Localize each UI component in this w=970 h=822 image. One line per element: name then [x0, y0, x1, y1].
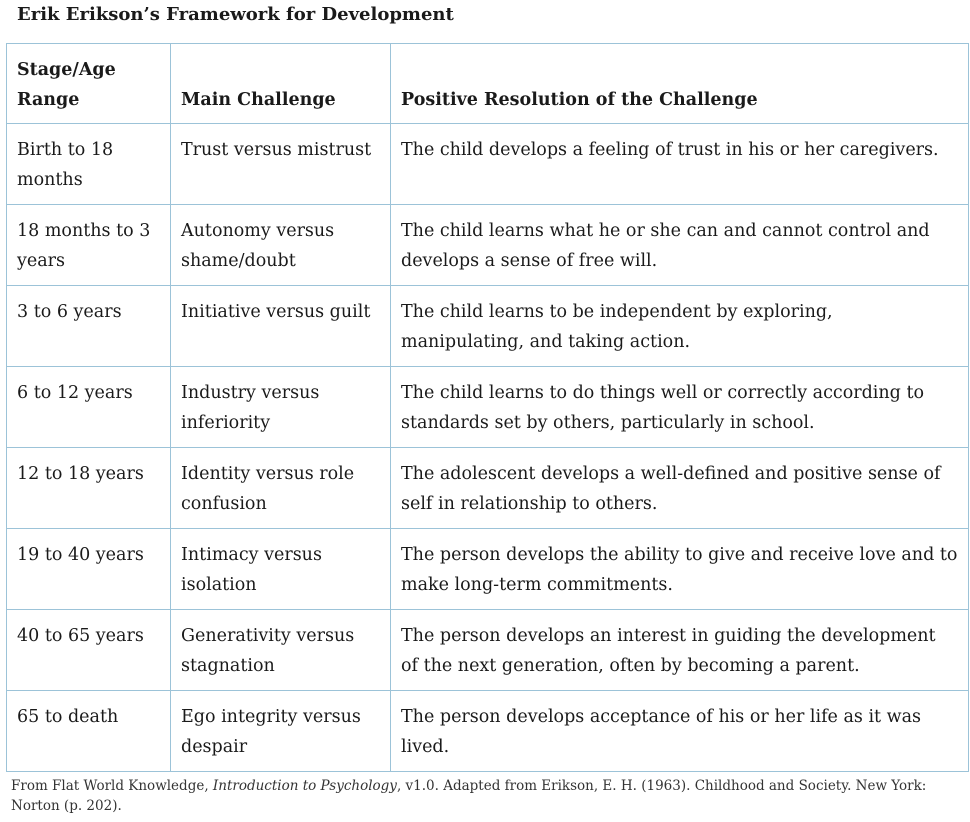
table-row [7, 529, 969, 610]
source-footnote [11, 776, 966, 816]
table-header [7, 44, 969, 124]
cell-positive-resolution: The person develops the ability to give and receive love and to make long-term commitments. [391, 529, 969, 610]
cell-positive-resolution: The person develops acceptance of his or her life as it was lived. [391, 691, 969, 772]
cell-positive-resolution: The child develops a feeling of trust in his or her caregivers. [391, 124, 969, 205]
erikson-stages-table [6, 43, 969, 772]
cell-positive-resolution: The child learns to do things well or correctly according to standards set by others, particularly in school. [391, 367, 969, 448]
cell-age-range: 19 to 40 years [7, 529, 171, 610]
table-body [7, 124, 969, 772]
table-row [7, 448, 969, 529]
cell-age-range: 40 to 65 years [7, 610, 171, 691]
table-header-row [7, 44, 969, 124]
footnote-suffix: , v1.0. Adapted from Erikson, E. H. (1963). Childhood and Society. New York: Norton (p. 202). [11, 778, 927, 814]
table-row [7, 286, 969, 367]
cell-positive-resolution: The person develops an interest in guiding the development of the next generation, often by becoming a parent. [391, 610, 969, 691]
cell-age-range: 3 to 6 years [7, 286, 171, 367]
cell-main-challenge: Autonomy versus shame/doubt [171, 205, 391, 286]
cell-positive-resolution: The child learns what he or she can and cannot control and develops a sense of free will. [391, 205, 969, 286]
cell-age-range: 12 to 18 years [7, 448, 171, 529]
cell-age-range: 6 to 12 years [7, 367, 171, 448]
cell-main-challenge: Industry versus inferiority [171, 367, 391, 448]
cell-main-challenge: Initiative versus guilt [171, 286, 391, 367]
cell-age-range: Birth to 18 months [7, 124, 171, 205]
footnote-prefix: From Flat World Knowledge, [11, 778, 213, 794]
cell-main-challenge: Ego integrity versus despair [171, 691, 391, 772]
cell-main-challenge: Generativity versus stagnation [171, 610, 391, 691]
table-row [7, 205, 969, 286]
cell-main-challenge: Identity versus role confusion [171, 448, 391, 529]
cell-positive-resolution: The child learns to be independent by exploring, manipulating, and taking action. [391, 286, 969, 367]
cell-age-range: 65 to death [7, 691, 171, 772]
cell-age-range: 18 months to 3 years [7, 205, 171, 286]
table-row [7, 367, 969, 448]
table-row [7, 691, 969, 772]
table-row [7, 124, 969, 205]
header-stage-age-range: Stage/Age Range [7, 44, 171, 124]
table-row [7, 610, 969, 691]
page-title: Erik Erikson’s Framework for Development [17, 4, 454, 25]
header-main-challenge: Main Challenge [171, 44, 391, 124]
header-positive-resolution: Positive Resolution of the Challenge [391, 44, 969, 124]
cell-main-challenge: Intimacy versus isolation [171, 529, 391, 610]
footnote-book-title: Introduction to Psychology [212, 778, 397, 794]
cell-positive-resolution: The adolescent develops a well-defined and positive sense of self in relationship to others. [391, 448, 969, 529]
cell-main-challenge: Trust versus mistrust [171, 124, 391, 205]
